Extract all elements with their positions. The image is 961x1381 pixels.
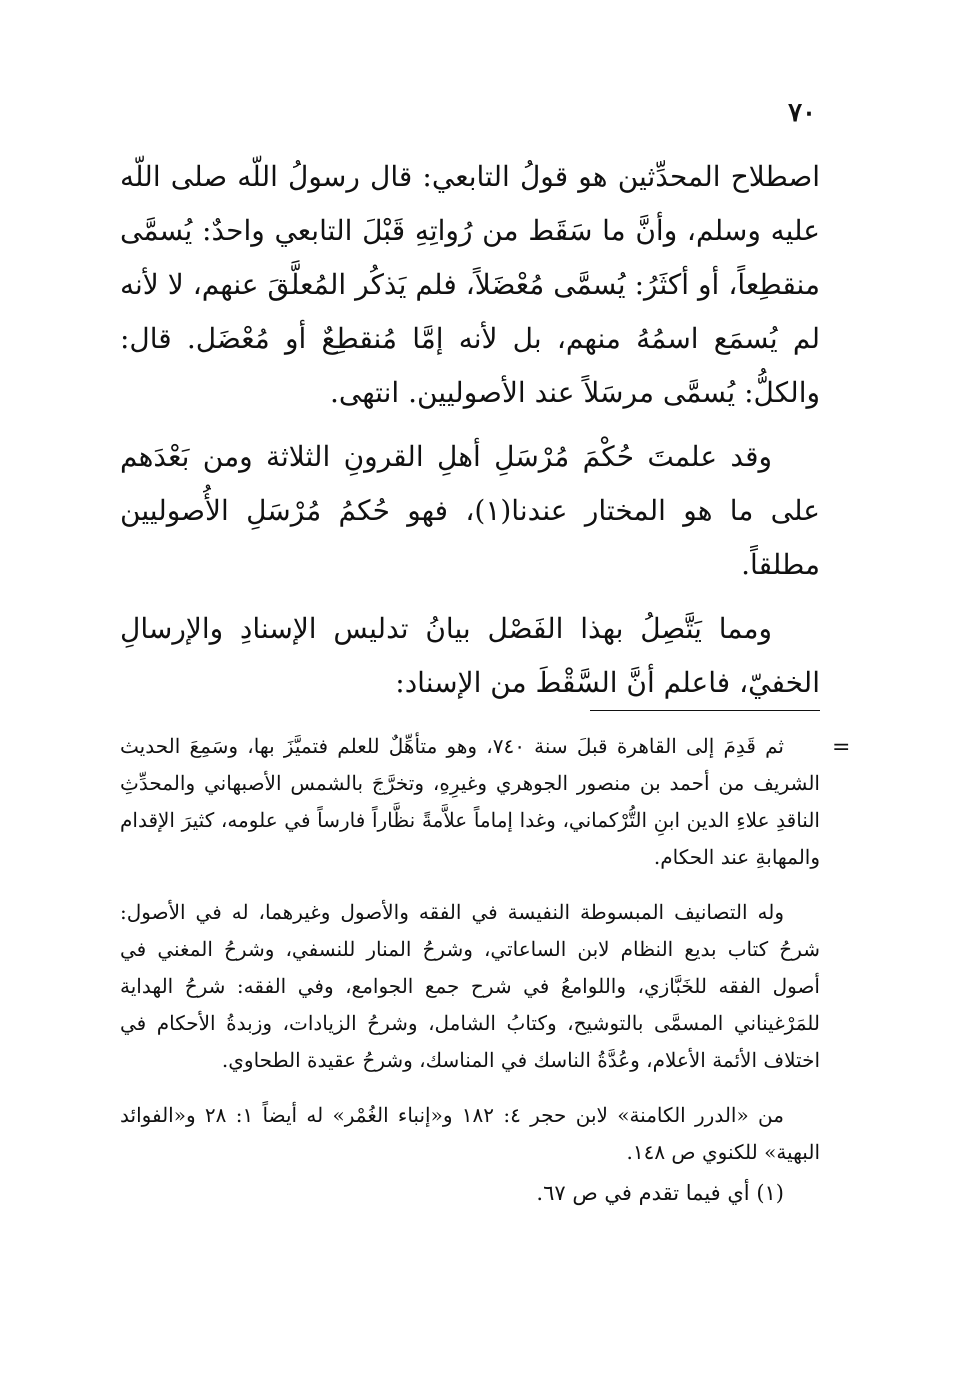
main-paragraph-2: وقد علمتَ حُكْمَ مُرْسَلِ أهلِ القرونِ الثلاثة ومن بَعْدَهم على ما هو المختار عندنا(١)، فهو حُكمُ مُرْسَلِ الأُصوليين مطلقاً. [120, 440, 820, 581]
footnote-divider [590, 710, 820, 711]
footnote-1: (١) أي فيما تقدم في ص ٦٧. [536, 1181, 784, 1205]
main-text [120, 150, 820, 720]
main-paragraph-3: ومما يَتَّصِلُ بهذا الفَصْل بيانُ تدليس الإسنادِ والإرسالِ الخفيّ، فاعلم أنَّ السَّقْطَ من الإسناد: [120, 612, 820, 699]
footnote-bio: ثم قَدِمَ إلى القاهرة قبلَ سنة ٧٤٠، وهو متأهِّلٌ للعلم فتميَّزَ بها، وسَمِعَ الحديث الشريف من أحمد بن منصور الجوهري وغيرِهِ، وتخرَّجَ بالشمس الأصبهاني والمحدِّثِ الناقدِ علاءِ الدين ابنِ التُّرْكماني، وغدا إماماً علاَّمةً نظَّاراً فارساً في علومه، كثيرَ الإقدام والمهابةِ عند الحكام. [120, 734, 820, 869]
footnotes [120, 728, 820, 1230]
footnote-sources: من «الدرر الكامنة» لابن حجر ٤: ١٨٢ و«إنباء الغُمْر» له أيضاً ١: ٢٨ و«الفوائد البهية» للكنوي ص ١٤٨. [120, 1103, 820, 1164]
page-number: ٧٠ [788, 98, 816, 128]
main-paragraph-1: اصطلاح المحدِّثين هو قولُ التابعي: قال رسولُ اللّه صلى اللّه عليه وسلم، وأنَّ ما سَقَط من رُواتِهِ قَبْلَ التابعي واحدٌ: يُسمَّى منقطِعاً، أو أكثَرُ: يُسمَّى مُعْضَلاً، فلم يَذكُر المُعلَّقَ عنهم، لا لأنه لم يُسمَع اسمُهُ منهم، بل لأنه إمَّا مُنقطِعٌ أو مُعْضَل. قال: والكلُّ: يُسمَّى مرسَلاً عند الأصوليين. انتهى. [120, 160, 821, 409]
footnote-continuation-marker: = [832, 735, 851, 760]
footnote-works: وله التصانيف المبسوطة النفيسة في الفقه والأصول وغيرهما، له في الأصول: شرحُ كتاب بديع النظام لابن الساعاتي، وشرحُ المنار للنسفي، وشرحُ المغني في أصول الفقه للخَبَّازي، واللوامعُ في شرح جمع الجوامع، وفي الفقه: شرحُ الهداية للمَرْغيناني المسمَّى بالتوشيح، وكتابُ الشامل، وشرحُ الزيادات، وزبدةُ الأحكام في اختلاف الأئمة الأعلام، وعُدَّةُ الناسك في المناسك، وشرحُ عقيدة الطحاوي. [120, 900, 821, 1072]
